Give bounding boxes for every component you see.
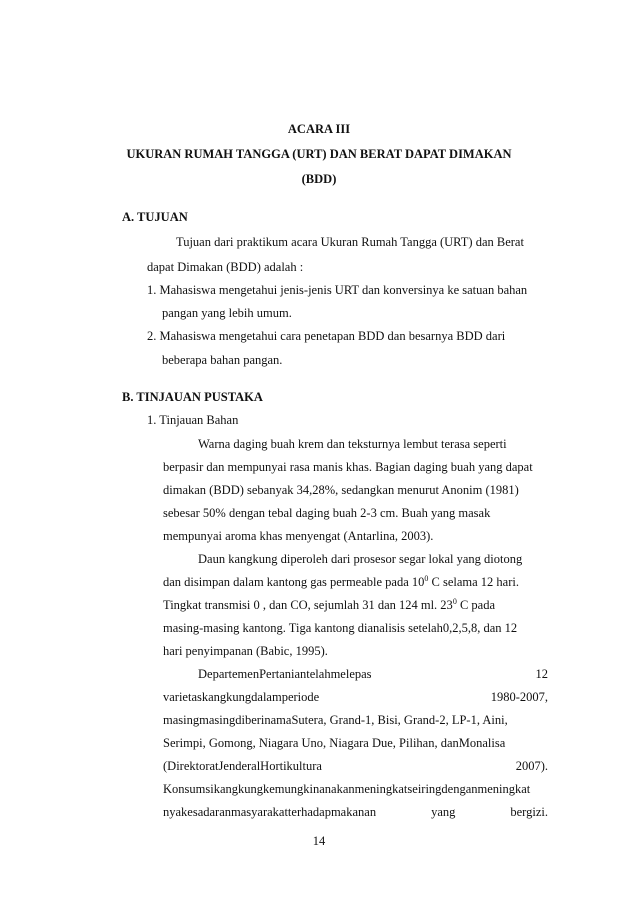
paragraph-1-line: Warna daging buah krem dan teksturnya lembut terasa seperti — [198, 437, 507, 451]
paragraph-3-line: varietaskangkungdalamperiode 1980-2007, — [163, 690, 548, 704]
paragraph-2-line: masing-masing kantong. Tiga kantong dianalisis setelah0,2,5,8, dan 12 — [163, 621, 518, 635]
paragraph-3-line: Serimpi, Gomong, Niagara Uno, Niagara Due, Pilihan, danMonalisa — [163, 736, 506, 750]
paragraph-1-line: dimakan (BDD) sebanyak 34,28%, sedangkan menurut Anonim (1981) — [163, 483, 519, 497]
paragraph-2-line: Daun kangkung diperoleh dari prosesor segar lokal yang diotong — [198, 552, 523, 566]
tujuan-item-1-line1: 1. Mahasiswa mengetahui jenis-jenis URT dan konversinya ke satuan bahan — [147, 283, 528, 297]
section-a-heading: A. TUJUAN — [122, 210, 188, 224]
paragraph-1-line: sebesar 50% dengan tebal daging buah 2-3 cm. Buah yang masak — [163, 506, 491, 520]
page-number: 14 — [312, 834, 326, 848]
tujuan-intro-line1: Tujuan dari praktikum acara Ukuran Rumah Tangga (URT) dan Berat — [176, 235, 524, 249]
superscript: 0 — [424, 573, 429, 583]
paragraph-3-line: DepartemenPertaniantelahmelepas 12 — [198, 667, 548, 681]
chapter-subtitle-abbrev: (BDD) — [301, 172, 337, 186]
tujuan-item-2-line2: beberapa bahan pangan. — [162, 353, 283, 367]
chapter-subtitle: UKURAN RUMAH TANGGA (URT) DAN BERAT DAPAT DIMAKAN — [126, 147, 512, 161]
tujuan-intro-line2: dapat Dimakan (BDD) adalah : — [147, 260, 304, 274]
paragraph-3-line: (DirektoratJenderalHortikultura 2007). — [163, 759, 548, 773]
paragraph-3-line: masingmasingdiberinamaSutera, Grand-1, Bisi, Grand-2, LP-1, Aini, — [163, 713, 508, 727]
tujuan-item-1-line2: pangan yang lebih umum. — [162, 306, 292, 320]
paragraph-1-line: berpasir dan mempunyai rasa manis khas. Bagian daging buah yang dapat — [163, 460, 533, 474]
superscript: 0 — [452, 596, 457, 606]
paragraph-1-line: mempunyai aroma khas menyengat (Antarlina, 2003). — [163, 529, 434, 543]
paragraph-2-line: hari penyimpanan (Babic, 1995). — [163, 644, 328, 658]
paragraph-2-line: Tingkat transmisi 0 , dan CO, sejumlah 31 dan 124 ml. $23^0$ C pada — [163, 596, 495, 612]
tujuan-item-2-line1: 2. Mahasiswa mengetahui cara penetapan BDD dan besarnya BDD dari — [147, 329, 506, 343]
section-b-heading: B. TINJAUAN PUSTAKA — [122, 390, 263, 404]
chapter-title: ACARA III — [287, 122, 351, 136]
paragraph-2-line: dan disimpan dalam kantong gas permeable pada $10^0$ C selama 12 hari. — [163, 573, 519, 589]
paragraph-3-line: nyakesadaranmasyarakatterhadapmakanan yang bergizi. — [163, 805, 548, 819]
paragraph-3-line: Konsumsikangkungkemungkinanakanmeningkatseiringdenganmeningkat — [163, 782, 531, 796]
subsection-1-heading: 1. Tinjauan Bahan — [147, 413, 239, 427]
